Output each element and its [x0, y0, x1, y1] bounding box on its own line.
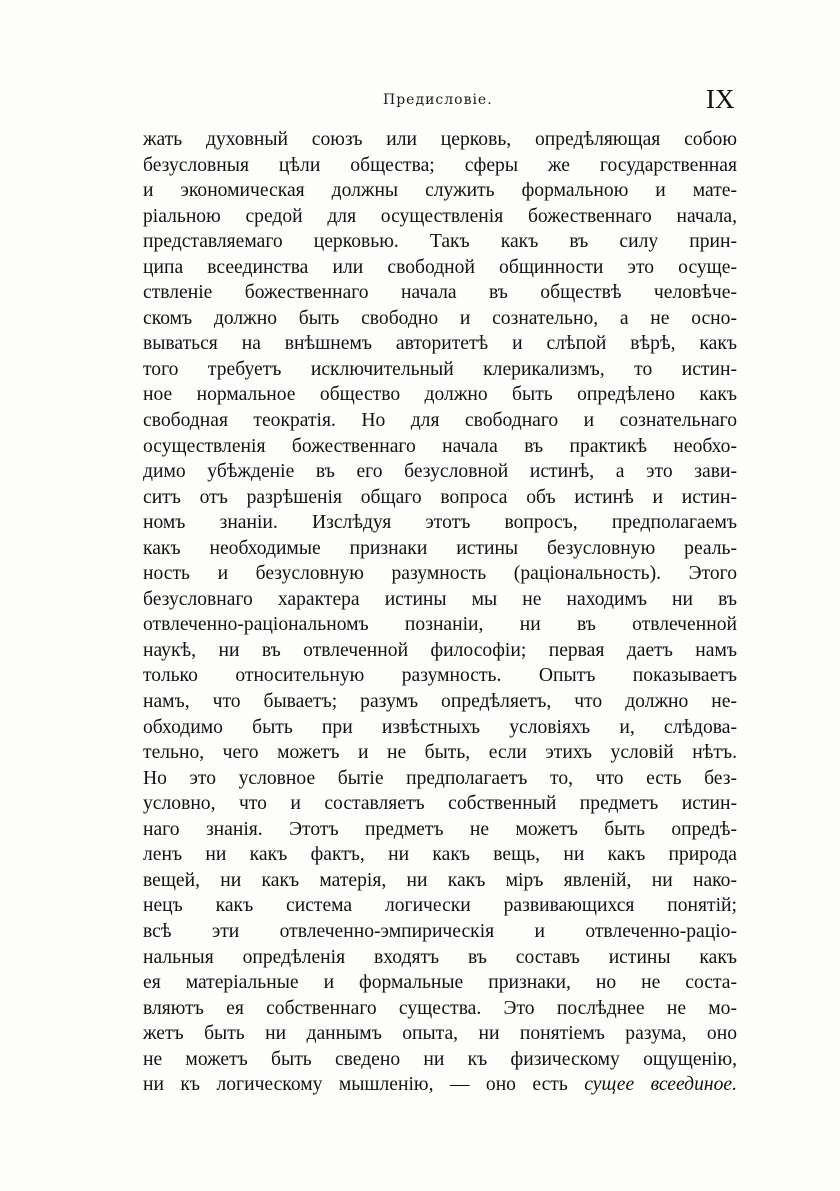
text-line: вещей, ни какъ матерія, ни какъ міръ явленій, ни нако-: [143, 869, 737, 891]
text-line: безусловнаго характера истины мы не находимъ ни въ: [143, 588, 737, 610]
text-line: ея матеріальные и формальные признаки, но не соста-: [143, 972, 737, 994]
text-line: не можетъ быть сведено ни къ физическому ощущенію,: [143, 1048, 737, 1070]
text-line: тельно, чего можетъ и не быть, если этихъ условій нѣтъ.: [143, 742, 737, 764]
text-line: ное нормальное общество должно быть опредѣлено какъ: [143, 384, 737, 406]
running-title: Предисловіе.: [383, 92, 493, 108]
text-line: нецъ какъ система логически развивающихся понятій;: [143, 895, 737, 917]
text-line: какъ необходимые признаки истины безусловную реаль-: [143, 537, 737, 559]
text-line: всѣ эти отвлеченно-эмпирическія и отвлеченно-раціо-: [143, 920, 737, 942]
text-line: ленъ ни какъ фактъ, ни какъ вещь, ни какъ природа: [143, 844, 737, 866]
text-line: ность и безусловную разумность (раціональность). Этого: [143, 563, 737, 585]
text-line: вляютъ ея собственнаго существа. Это послѣднее не мо-: [143, 997, 737, 1019]
text-line-last-roman: ни къ логическому мышленію, — оно есть: [143, 1074, 568, 1096]
italic-phrase: сущее всеединое.: [584, 1074, 738, 1096]
text-line: и экономическая должны служить формальною и мате-: [143, 180, 737, 202]
text-line: Но это условное бытіе предполагаетъ то, что есть без-: [143, 767, 737, 789]
text-line: ситъ отъ разрѣшенія общаго вопроса объ истинѣ и истин-: [143, 486, 737, 508]
text-line: вываться на внѣшнемъ авторитетѣ и слѣпой вѣрѣ, какъ: [143, 333, 737, 355]
text-line-last: [143, 1072, 737, 1098]
text-line: обходимо быть при извѣстныхъ условіяхъ и, слѣдова-: [143, 716, 737, 738]
text-line: свободная теократія. Но для свободнаго и сознательнаго: [143, 410, 737, 432]
text-line: скомъ должно быть свободно и сознательно, а не осно-: [143, 307, 737, 329]
text-line: ріальною средой для осуществленія божественнаго начала,: [143, 205, 737, 227]
body-text: [143, 127, 737, 1098]
text-line: ципа всеединства или свободной общинности это осуще-: [143, 256, 737, 278]
text-line: осуществленія божественнаго начала въ практикѣ необхо-: [143, 435, 737, 457]
text-line: условно, что и составляетъ собственный предметъ истин-: [143, 793, 737, 815]
text-line: ствленіе божественнаго начала въ обществѣ человѣче-: [143, 282, 737, 304]
text-line: отвлеченно-раціональномъ познаніи, ни въ отвлеченной: [143, 614, 737, 636]
text-line: жать духовный союзъ или церковь, опредѣляющая собою: [143, 129, 737, 150]
text-line: наго знанія. Этотъ предметъ не можетъ быть опредѣ-: [143, 818, 737, 840]
text-line: представляемаго церковью. Такъ какъ въ силу прин-: [143, 231, 737, 253]
text-line: нальныя опредѣленія входятъ въ составъ истины какъ: [143, 946, 737, 968]
text-line: только относительную разумность. Опытъ показываетъ: [143, 665, 737, 687]
text-line: наукѣ, ни въ отвлеченной философіи; первая даетъ намъ: [143, 639, 737, 661]
text-line: номъ знаніи. Изслѣдуя этотъ вопросъ, предполагаемъ: [143, 512, 737, 534]
text-line: намъ, что бываетъ; разумъ опредѣляетъ, что должно не-: [143, 691, 737, 713]
text-line: димо убѣжденіе въ его безусловной истинѣ, а это зави-: [143, 461, 737, 483]
page-number: IX: [706, 84, 735, 114]
text-line: жетъ быть ни даннымъ опыта, ни понятіемъ разума, оно: [143, 1023, 737, 1045]
text-line: того требуетъ исключительный клерикализмъ, то истин-: [143, 358, 737, 380]
text-line: безусловныя цѣли общества; сферы же государственная: [143, 154, 737, 176]
